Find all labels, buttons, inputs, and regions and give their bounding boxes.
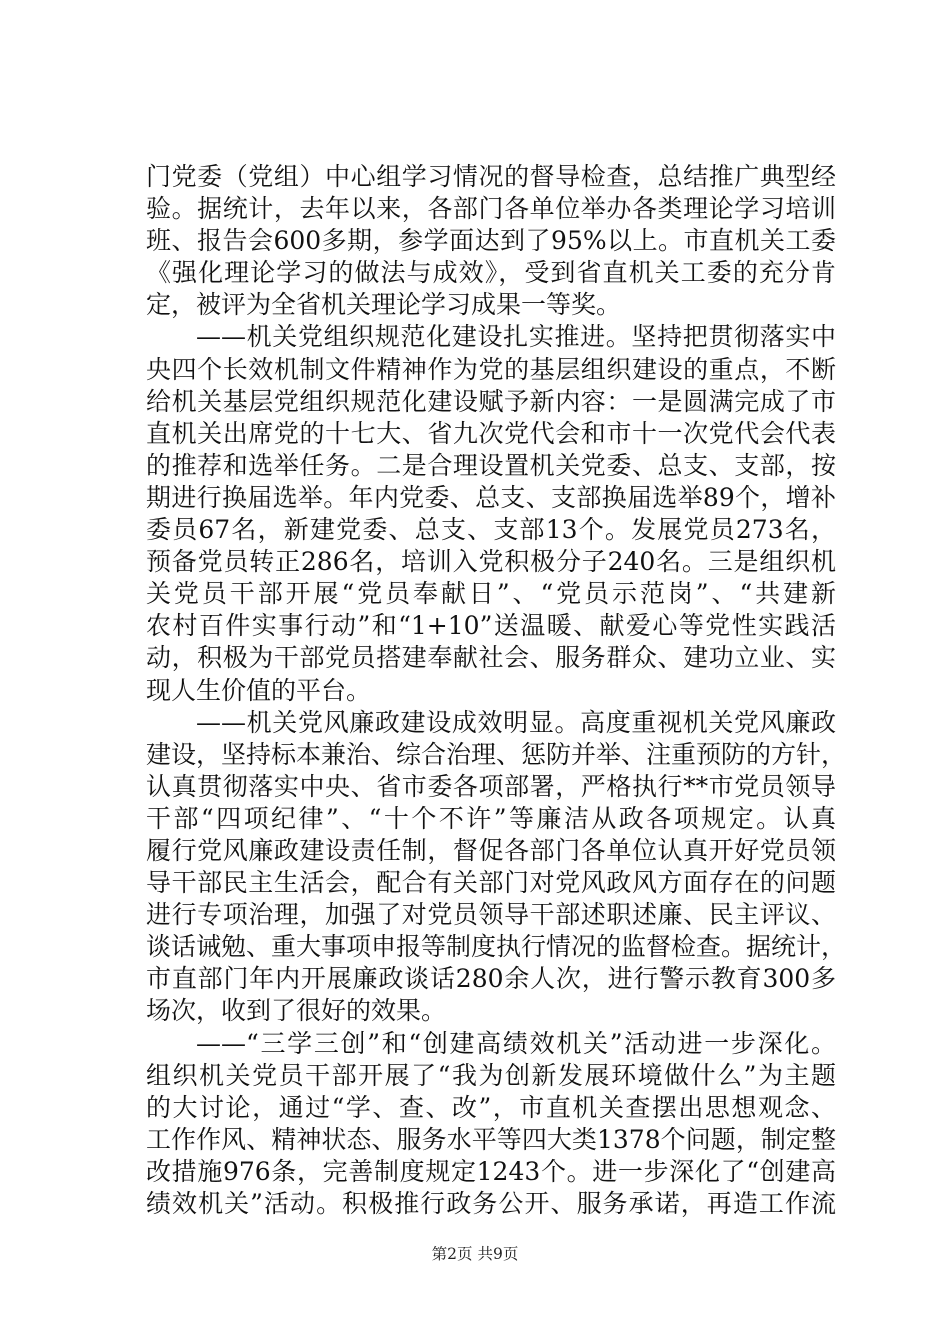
text-line: 定，被评为全省机关理论学习成果一等奖。 <box>146 290 622 320</box>
text-line: 导干部民主生活会，配合有关部门对党风政风方面存在的问题 <box>146 868 836 898</box>
text-line: 履行党风廉政建设责任制，督促各部门各单位认真开好党员领 <box>146 835 836 865</box>
text-line: 市直部门年内开展廉政谈话280余人次，进行警示教育300多 <box>146 964 836 994</box>
text-line: 给机关基层党组织规范化建设赋予新内容：一是圆满完成了市 <box>146 386 836 416</box>
text-line: 认真贯彻落实中央、省市委各项部署，严格执行**市党员领导 <box>146 771 836 801</box>
text-line: 干部“四项纪律”、“十个不许”等廉洁从政各项规定。认真 <box>146 803 836 833</box>
text-line: 央四个长效机制文件精神作为党的基层组织建设的重点，不断 <box>146 354 836 384</box>
text-line: 组织机关党员干部开展了“我为创新发展环境做什么”为主题 <box>146 1060 836 1090</box>
text-line: 现人生价值的平台。 <box>146 675 372 705</box>
text-line: 进行专项治理，加强了对党员领导干部述职述廉、民主评议、 <box>146 900 836 930</box>
text-line: 《强化理论学习的做法与成效》，受到省直机关工委的充分肯 <box>146 258 836 288</box>
text-line: 验。据统计，去年以来，各部门各单位举办各类理论学习培训 <box>146 194 836 224</box>
text-line: 工作作风、精神状态、服务水平等四大类1378个问题，制定整 <box>146 1124 836 1154</box>
text-line: ——机关党风廉政建设成效明显。高度重视机关党风廉政 <box>196 707 836 737</box>
document-body <box>146 161 847 1220</box>
text-line: 农村百件实事行动”和“1+10”送温暖、献爱心等党性实践活 <box>146 611 836 641</box>
text-line: 谈话诫勉、重大事项申报等制度执行情况的监督检查。据统计， <box>146 932 847 962</box>
text-line: ——“三学三创”和“创建高绩效机关”活动进一步深化。 <box>196 1028 836 1058</box>
text-line: 的大讨论，通过“学、查、改”，市直机关查摆出思想观念、 <box>146 1092 836 1122</box>
page-number: 第2页 共9页 <box>431 1245 519 1263</box>
text-line: 预备党员转正286名，培训入党积极分子240名。三是组织机 <box>146 547 836 577</box>
text-line: 建设，坚持标本兼治、综合治理、惩防并举、注重预防的方针， <box>146 739 847 769</box>
text-line: ——机关党组织规范化建设扎实推进。坚持把贯彻落实中 <box>196 322 836 352</box>
text-line: 期进行换届选举。年内党委、总支、支部换届选举89个，增补 <box>146 482 836 512</box>
text-line: 班、报告会600多期，参学面达到了95%以上。市直机关工委 <box>146 226 836 256</box>
text-line: 改措施976条，完善制度规定1243个。进一步深化了“创建高 <box>146 1156 836 1186</box>
text-line: 委员67名，新建党委、总支、支部13个。发展党员273名， <box>146 515 836 545</box>
text-line: 关党员干部开展“党员奉献日”、“党员示范岗”、“共建新 <box>146 579 836 609</box>
text-line: 直机关出席党的十七大、省九次党代会和市十一次党代会代表 <box>146 418 836 448</box>
text-line: 场次，收到了很好的效果。 <box>146 996 447 1026</box>
text-line: 门党委（党组）中心组学习情况的督导检查，总结推广典型经 <box>146 162 836 191</box>
text-line: 的推荐和选举任务。二是合理设置机关党委、总支、支部，按 <box>146 450 836 480</box>
text-line: 动，积极为干部党员搭建奉献社会、服务群众、建功立业、实 <box>146 643 836 673</box>
text-line: 绩效机关”活动。积极推行政务公开、服务承诺，再造工作流 <box>146 1189 836 1218</box>
